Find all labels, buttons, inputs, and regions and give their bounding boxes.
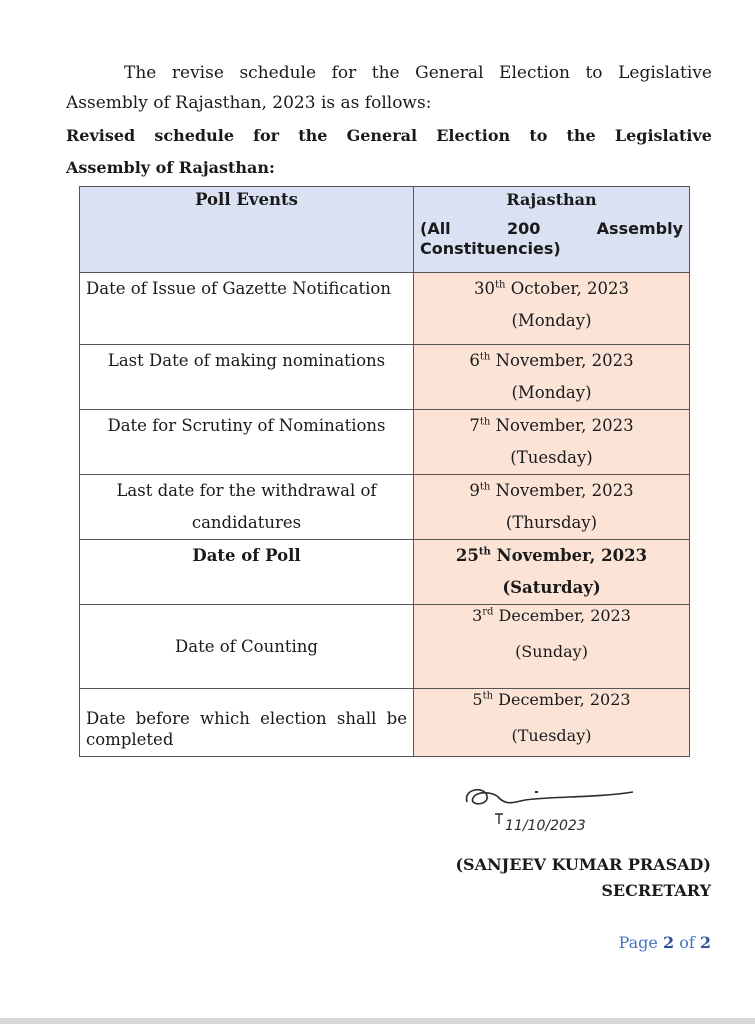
- event-date: 25th November, 2023: [455, 546, 648, 565]
- header-poll-events: Poll Events: [80, 187, 414, 273]
- event-weekday: (Saturday): [502, 578, 601, 597]
- event-label: Date of Poll: [192, 546, 301, 565]
- heading-word: the: [298, 126, 328, 145]
- table-row: [80, 689, 690, 757]
- signatory-name: (SANJEEV KUMAR PRASAD): [455, 855, 711, 874]
- schedule-table: [79, 186, 690, 757]
- event-label: Date for Scrutiny of Nominations: [107, 416, 386, 435]
- table-row: [80, 605, 690, 689]
- table-row: [80, 410, 690, 475]
- table-row: [80, 273, 690, 345]
- heading-line-2: Assembly of Rajasthan:: [66, 158, 275, 177]
- event-label: Date of Counting: [175, 636, 318, 656]
- signature-date: 11/10/2023: [505, 818, 586, 834]
- intro-paragraph: [66, 58, 712, 118]
- schedule-heading: [66, 120, 712, 184]
- heading-word: to: [529, 126, 548, 145]
- page-number: Page 2 of 2: [618, 933, 711, 952]
- heading-word: schedule: [154, 126, 234, 145]
- header-right-sub: (All 200 Assembly: [420, 219, 683, 238]
- intro-text: The revise schedule for the General Election to Legislative Assembly of Rajasthan, 2023 is as follows:: [66, 63, 712, 113]
- event-label-line-1: Last date for the withdrawal of: [116, 481, 377, 500]
- heading-word: General: [346, 126, 418, 145]
- heading-word: Legislative: [614, 126, 712, 145]
- event-weekday: (Monday): [511, 311, 592, 330]
- table-row: [80, 345, 690, 410]
- header-right-title: Rajasthan: [506, 190, 597, 209]
- event-weekday: (Tuesday): [510, 448, 593, 467]
- event-date: 7th November, 2023: [469, 416, 634, 435]
- table-header-row: [80, 187, 690, 273]
- event-weekday: (Thursday): [505, 513, 598, 532]
- heading-line-1: [66, 120, 712, 152]
- event-label: Date of Issue of Gazette Notification: [86, 279, 391, 298]
- table-row: [80, 475, 690, 540]
- event-date: 9th November, 2023: [469, 481, 634, 500]
- header-rajasthan: [414, 187, 690, 273]
- heading-word: for: [253, 126, 280, 145]
- event-label-line-2: candidatures: [191, 513, 302, 532]
- event-weekday: (Monday): [511, 383, 592, 402]
- event-date: 5th December, 2023: [472, 690, 631, 709]
- event-weekday: (Tuesday): [511, 726, 592, 745]
- event-label: Date before which election shall be completed: [86, 709, 407, 749]
- signature-image: [455, 780, 705, 840]
- header-right-sub2: Constituencies): [420, 239, 561, 258]
- heading-word: the: [566, 126, 596, 145]
- table-row-poll: [80, 540, 690, 605]
- heading-word: Election: [436, 126, 511, 145]
- event-date: 6th November, 2023: [469, 351, 634, 370]
- event-weekday: (Sunday): [515, 642, 588, 661]
- heading-word: Revised: [66, 126, 136, 145]
- signatory-title: SECRETARY: [601, 881, 711, 900]
- signatory-block: [455, 852, 711, 904]
- event-date: 3rd December, 2023: [472, 606, 631, 625]
- bottom-edge-bar: [0, 1018, 755, 1024]
- event-date: 30th October, 2023: [474, 279, 629, 298]
- event-label: Last Date of making nominations: [107, 351, 386, 370]
